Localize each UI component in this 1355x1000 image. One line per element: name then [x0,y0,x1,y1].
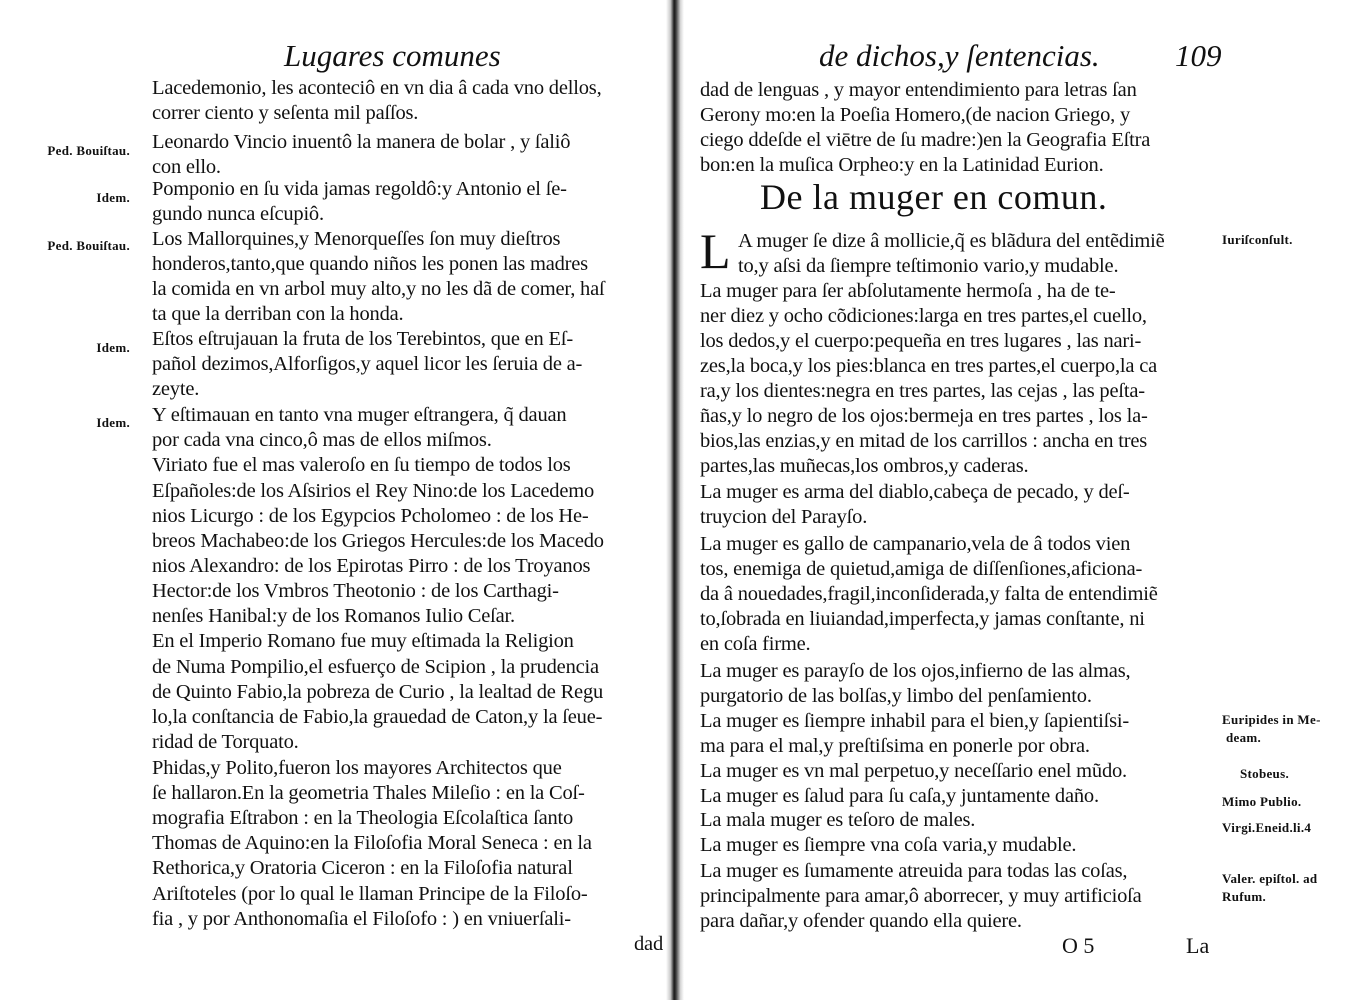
text-line: Ariſtoteles (por lo qual le llaman Principe de la Filoſo- [152,883,588,905]
text-line: lo,la conſtancia de Fabio,la grauedad de Caton,y la ſeue- [152,706,603,728]
text-line: zeyte. [152,378,200,400]
running-head: Lugares comunes [284,38,501,73]
text-line: La muger es ſiempre vna coſa varia,y mudable. [700,834,1077,856]
book-gutter [666,0,684,1000]
marginal-note: Ped. Bouiſtau. [47,238,130,253]
marginal-note: Stobeus. [1240,766,1289,781]
text-line: to,y aſsi da ſiempre teſtimonio vario,y mudable. [738,255,1119,277]
text-line: ciego ddeſde el viētre de ſu madre:)en la Geografia Eſtra [700,129,1151,151]
text-line: honderos,tanto,que quando niños les ponen las madres [152,253,588,275]
text-line: Lacedemonio, les aconteciô en vn dia â cada vno dellos, [152,77,602,99]
text-line: de Numa Pompilio,el esfuerço de Scipion , la prudencia [152,656,599,678]
left-page [0,0,668,1000]
marginal-note: deam. [1226,730,1262,745]
text-line: ſe hallaron.En la geometria Thales Mileſio : en la Coſ- [152,782,585,804]
running-head: de dichos,y ſentencias. [819,38,1100,73]
text-line: correr ciento y seſenta mil paſſos. [152,102,419,124]
text-line: dad de lenguas , y mayor entendimiento para letras ſan [700,79,1137,101]
text-line: nios Licurgo : de los Egypcios Pcholomeo : de los He- [152,505,589,527]
text-line: los dedos,y el cuerpo:pequeña en tres lugares , las nari- [700,330,1142,352]
text-line: A muger ſe dize â mollicie,q̃ es blãdura del entẽdimiẽ [738,230,1165,252]
text-line: Eſpañoles:de los Aſsirios el Rey Nino:de los Lacedemo [152,480,595,502]
marginal-note: Euripides in Me- [1222,712,1321,727]
text-line: Los Mallorquines,y Menorqueſſes ſon muy dieſtros [152,228,561,250]
text-line: ñas,y lo negro de los ojos:bermeja en tres partes , los la- [700,405,1148,427]
text-line: ner diez y ocho cõdiciones:larga en tres partes,el cuello, [700,305,1147,327]
text-line: en coſa firme. [700,633,811,655]
marginal-note: Valer. epiſtol. ad [1222,871,1318,886]
marginal-note: Idem. [96,415,130,430]
text-line: ridad de Torquato. [152,731,299,753]
marginal-note: Idem. [96,340,130,355]
section-heading: De la muger en comun. [760,177,1108,217]
text-line: La muger es parayſo de los ojos,infierno de las almas, [700,660,1131,682]
text-line: para dañar,y ofender quando ella quiere. [700,910,1022,932]
text-line: purgatorio de las bolſas,y limbo del penſamiento. [700,685,1092,707]
text-line: La muger es gallo de campanario,vela de â todos vien [700,533,1131,555]
text-line: da â nouedades,fragil,inconſiderada,y falta de entendimiẽ [700,583,1158,605]
drop-cap: L [700,223,731,279]
page-number: 109 [1175,38,1222,73]
text-line: truycion del Parayſo. [700,506,868,528]
text-line: tos, enemiga de quietud,amiga de diſſenſiones,aficiona- [700,558,1143,580]
text-line: nenſes Hanibal:y de los Romanos Iulio Ceſar. [152,605,515,627]
marginal-note: Rufum. [1222,889,1267,904]
marginal-note: Iuriſconſult. [1222,232,1293,247]
text-line: zes,la boca,y los pies:blanca en tres partes,el cuerpo,la ca [700,355,1158,377]
text-line: gundo nunca eſcupiô. [152,203,324,225]
text-line: Rethorica,y Oratoria Ciceron : en la Filoſofia natural [152,857,573,879]
text-line: partes,las muñecas,los ombros,y caderas. [700,455,1029,477]
text-line: Pomponio en ſu vida jamas regoldô:y Antonio el ſe- [152,178,567,200]
text-line: por cada vna cinco,ô mas de ellos miſmos. [152,429,492,451]
text-line: bios,las enzias,y en mitad de los carrillos : ancha en tres [700,430,1148,452]
text-line: La muger para ſer abſolutamente hermoſa , ha de te- [700,280,1116,302]
text-line: ra,y los dientes:negra en tres partes, las cejas , las peſta- [700,380,1145,402]
text-line: Leonardo Vincio inuentô la manera de bolar , y ſaliô [152,131,571,153]
text-line: nios Alexandro: de los Epirotas Pirro : de los Troyanos [152,555,591,577]
text-line: con ello. [152,156,221,178]
text-line: dad [634,933,663,955]
text-line: La muger es ſiempre inhabil para el bien,y ſapientiſsi- [700,710,1130,732]
text-line: La muger es ſalud para ſu caſa,y juntamente daño. [700,785,1099,807]
catchword: La [1186,933,1210,958]
text-line: ta que la derriban con la honda. [152,303,404,325]
marginal-note: Ped. Bouiſtau. [47,143,130,158]
text-line: La muger es ſumamente atreuida para todas las coſas, [700,860,1128,882]
text-line: Hector:de los Vmbros Theotonio : de los Carthagi- [152,580,559,602]
text-line: bon:en la muſica Orpheo:y en la Latinidad Eurion. [700,154,1104,176]
right-page [684,0,1355,1000]
text-line: Thomas de Aquino:en la Filoſofia Moral Seneca : en la [152,832,592,854]
text-line: mografia Eſtrabon : en la Theologia Eſcolaſtica ſanto [152,807,574,829]
marginal-note: Virgi.Eneid.li.4 [1222,820,1312,835]
text-line: ma para el mal,y preſtiſsima en ponerle por obra. [700,735,1090,757]
signature-mark: O 5 [1062,933,1095,958]
text-line: La muger es arma del diablo,cabeça de pecado, y deſ- [700,481,1130,503]
text-line: La mala muger es teſoro de males. [700,809,976,831]
text-line: fia , y por Anthonomaſia el Filoſofo : ) en vniuerſali- [152,908,571,930]
text-line: to,ſobrada en liuiandad,imperfecta,y jamas conſtante, ni [700,608,1145,630]
text-line: Viriato fue el mas valeroſo en ſu tiempo de todos los [152,454,571,476]
text-line: de Quinto Fabio,la pobreza de Curio , la lealtad de Regu [152,681,604,703]
text-line: En el Imperio Romano fue muy eſtimada la Religion [152,630,574,652]
text-line: Gerony mo:en la Poeſia Homero,(de nacion Griego, y [700,104,1131,126]
text-line: principalmente para amar,ô aborrecer, y muy artificioſa [700,885,1142,907]
marginal-note: Mimo Publio. [1222,794,1302,809]
text-line: la comida en vn arbol muy alto,y no les dã de comer, haſ [152,278,605,300]
marginal-note: Idem. [96,190,130,205]
text-line: breos Machabeo:de los Griegos Hercules:de los Macedo [152,530,604,552]
text-line: Phidas,y Polito,fueron los mayores Architectos que [152,757,562,779]
text-line: La muger es vn mal perpetuo,y neceſſario enel mũdo. [700,760,1127,782]
text-line: pañol dezimos,Alforſigos,y aquel licor les ſeruia de a- [152,353,583,375]
text-line: Y eſtimauan en tanto vna muger eſtrangera, q̃ dauan [152,404,567,426]
text-line: Eſtos eſtrujauan la fruta de los Terebintos, que en Eſ- [152,328,573,350]
